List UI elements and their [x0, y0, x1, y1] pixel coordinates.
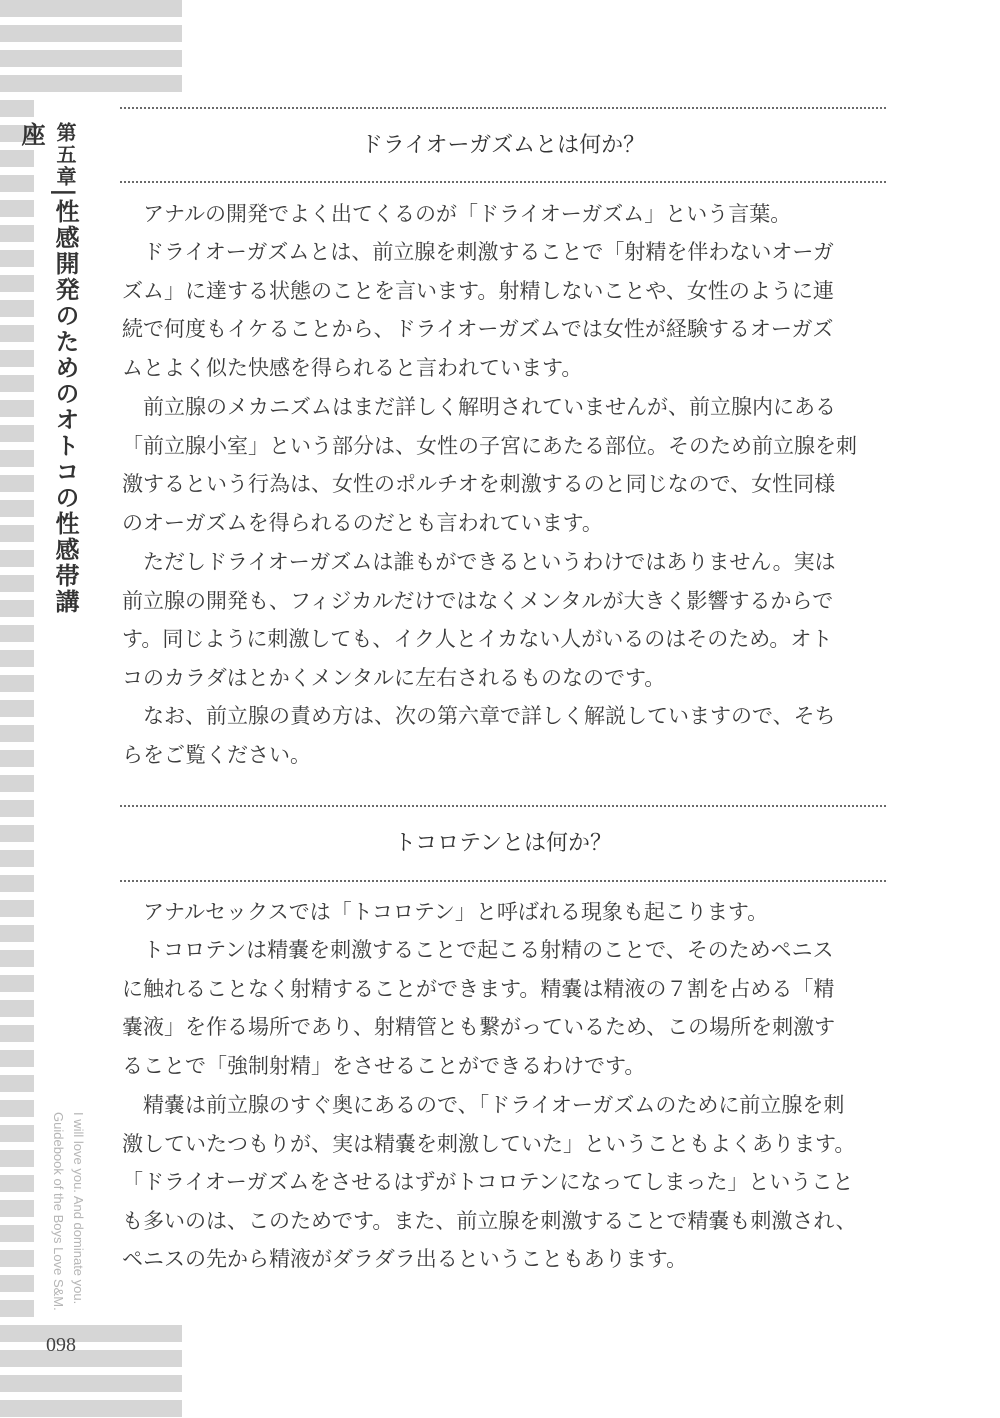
text-line: 前立腺の開発も、フィジカルだけではなくメンタルが大きく影響するからで — [122, 588, 834, 613]
paragraph — [122, 931, 888, 1085]
paragraph — [122, 1086, 888, 1279]
paragraph — [122, 893, 888, 932]
text-line: ることで「強制射精」をさせることができるわけです。 — [122, 1053, 646, 1078]
text-line: アナルの開発でよく出てくるのが「ドライオーガズム」という言葉。 — [143, 202, 792, 226]
text-line: 「ドライオーガズムをさせるはずがトコロテンになってしまった」ということ — [122, 1170, 854, 1195]
page-number: 098 — [46, 1334, 76, 1356]
text-line: 激するという行為は、女性のポルチオを刺激するのと同じなので、女性同様 — [122, 472, 836, 497]
section-divider — [120, 181, 886, 183]
english-subtitle-line-1: I will love you. And dominate you. — [71, 1112, 86, 1305]
text-line: に触れることなく射精することができます。精嚢は精液の７割を占める「精 — [122, 976, 835, 1001]
paragraph — [122, 233, 888, 387]
paragraph — [122, 543, 888, 697]
text-line: ズム」に達する状態のことを言います。射精しないことや、女性のように連 — [122, 278, 834, 303]
text-line: らをご覧ください。 — [122, 742, 311, 767]
section-divider — [120, 805, 886, 807]
text-line: アナルセックスでは「トコロテン」と呼ばれる現象も起こります。 — [143, 900, 769, 924]
text-line: ただしドライオーガズムは誰もができるというわけではありません。実は — [143, 550, 836, 574]
text-line: なお、前立腺の責め方は、次の第六章で詳しく解説していますので、そち — [143, 704, 836, 728]
text-line: 激していたつもりが、実は精嚢を刺激していた」ということもよくあります。 — [122, 1131, 856, 1156]
chapter-number: 第五章 — [53, 122, 77, 188]
section-title: トコロテンとは何か？ — [393, 831, 613, 856]
english-subtitle — [40, 1112, 88, 1322]
text-line: す。同じように刺激しても、イク人とイカない人がいるのはそのため。オト — [122, 627, 833, 652]
paragraph — [122, 195, 888, 234]
paragraph — [122, 697, 888, 774]
text-line: 前立腺のメカニズムはまだ詳しく解明されていませんが、前立腺内にある — [143, 395, 836, 419]
text-line: ペニスの先から精液がダラダラ出るということもあります。 — [122, 1247, 688, 1272]
section-title: ドライオーガズムとは何か？ — [360, 133, 646, 158]
chapter-separator: | — [51, 188, 80, 199]
text-line: 精嚢は前立腺のすぐ奥にあるので、「ドライオーガズムのために前立腺を刺 — [143, 1093, 845, 1117]
text-line: 「前立腺小室」という部分は、女性の子宮にあたる部位。そのため前立腺を刺 — [122, 433, 857, 458]
text-line: ドライオーガズムとは、前立腺を刺激することで「射精を伴わないオーガ — [143, 240, 834, 264]
text-line: 続で何度もイケることから、ドライオーガズムでは女性が経験するオーガズ — [122, 317, 834, 342]
english-subtitle-line-2: Guidebook of the Boys Love S&M. — [51, 1112, 66, 1311]
chapter-title — [17, 122, 82, 622]
text-line: コのカラダはとかくメンタルに左右されるものなのです。 — [122, 665, 666, 690]
paragraph — [122, 388, 888, 542]
text-line: のオーガズムを得られるのだとも言われています。 — [122, 510, 603, 535]
text-line: トコロテンは精嚢を刺激することで起こる射精のことで、そのためペニス — [143, 938, 834, 962]
section-divider — [120, 880, 886, 882]
chapter-title-text: 性感開発のためのオトコの性感帯講座 — [17, 122, 80, 615]
text-line: ムとよく似た快感を得られると言われています。 — [122, 355, 583, 380]
text-line: も多いのは、このためです。また、前立腺を刺激することで精嚢も刺激され、 — [122, 1208, 857, 1233]
text-line: 嚢液」を作る場所であり、射精管とも繋がっているため、この場所を刺激す — [122, 1015, 836, 1040]
section-divider — [120, 107, 886, 109]
